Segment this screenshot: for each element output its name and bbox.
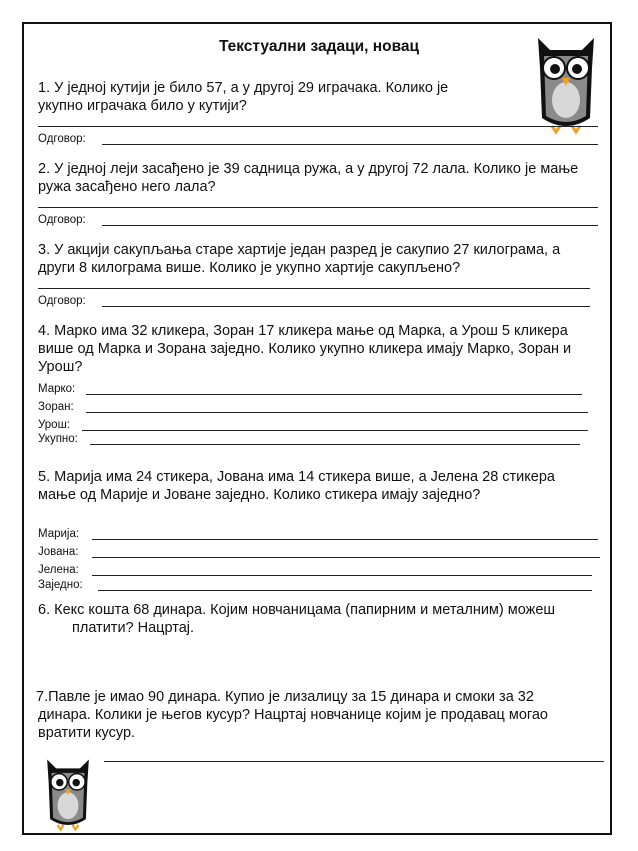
owl-illustration-bottom xyxy=(34,752,102,834)
owl-icon xyxy=(538,38,594,132)
q4-answer-line[interactable] xyxy=(90,444,580,445)
q2-answer-label: Одговор: xyxy=(38,214,86,226)
q7-text-line1: 7.Павле је имао 90 динара. Купио је лизалицу за 15 динара и смоки за 32 xyxy=(36,689,534,705)
q4-text-line2: више од Марка и Зорана заједно. Колико укупно кликера имају Марко, Зоран и xyxy=(38,341,572,357)
worksheet-title: Текстуални задаци, новац xyxy=(218,38,420,55)
q5-answer-line[interactable] xyxy=(92,575,592,576)
q2-text-line1: 2. У једној леји засађено је 39 садница ружа, а у другој 72 лала. Колико је мање xyxy=(38,161,579,177)
q4-label-zoran: Зоран: xyxy=(38,401,74,413)
q7-text-line3: вратити кусур. xyxy=(38,725,136,741)
q7-text-line2: динара. Колики је његов кусур? Нацртај новчанице којим је продавац могао xyxy=(38,707,548,723)
q3-text-line1: 3. У акцији сакупљања старе хартије један разред је сакупио 27 килограма, а xyxy=(38,242,561,258)
q2-work-line[interactable] xyxy=(38,207,598,208)
q3-text-line2: други 8 килограма више. Колико је укупно хартије сакупљено? xyxy=(38,260,461,276)
q5-label-marija: Марија: xyxy=(38,528,80,540)
q1-work-line[interactable] xyxy=(38,126,598,127)
q5-text-line1: 5. Марија има 24 стикера, Јована има 14 стикера више, а Јелена 28 стикера xyxy=(38,469,555,485)
q6-text-line2: платити? Нацртај. xyxy=(72,620,195,636)
q4-label-uros: Урош: xyxy=(38,419,71,431)
q1-text-line2: укупно играчака било у кутији? xyxy=(38,98,247,114)
q5-label-jelena: Јелена: xyxy=(38,564,79,576)
owl-illustration-top xyxy=(530,28,602,138)
q4-label-total: Укупно: xyxy=(38,433,78,445)
q2-answer-line[interactable] xyxy=(102,225,598,226)
owl-icon xyxy=(47,759,89,829)
q4-text-line1: 4. Марко има 32 кликера, Зоран 17 кликера мање од Марка, а Урош 5 кликера xyxy=(38,323,568,339)
q4-answer-line[interactable] xyxy=(82,430,588,431)
q1-text-line1: 1. У једној кутији је било 57, а у другој 29 играчака. Колико је xyxy=(38,80,449,96)
q6-text-line1: 6. Кекс кошта 68 динара. Којим новчаницама (папирним и металним) можеш xyxy=(38,602,556,618)
q5-answer-line[interactable] xyxy=(98,590,592,591)
q3-work-line[interactable] xyxy=(38,288,590,289)
q5-text-line2: мање од Марије и Јоване заједно. Колико стикера имају заједно? xyxy=(38,487,481,503)
q7-work-line[interactable] xyxy=(104,761,604,762)
q1-answer-label: Одговор: xyxy=(38,133,86,145)
q3-answer-line[interactable] xyxy=(102,306,590,307)
q3-answer-label: Одговор: xyxy=(38,295,86,307)
q4-answer-line[interactable] xyxy=(86,394,582,395)
q2-text-line2: ружа засађено него лала? xyxy=(38,179,216,195)
q5-answer-line[interactable] xyxy=(92,557,600,558)
q5-label-jovana: Јована: xyxy=(38,546,79,558)
q1-answer-line[interactable] xyxy=(102,144,598,145)
q4-text-line3: Урош? xyxy=(38,359,83,375)
q4-answer-line[interactable] xyxy=(86,412,588,413)
q4-label-marko: Марко: xyxy=(38,383,76,395)
q5-label-together: Заједно: xyxy=(38,579,83,591)
q5-answer-line[interactable] xyxy=(92,539,598,540)
